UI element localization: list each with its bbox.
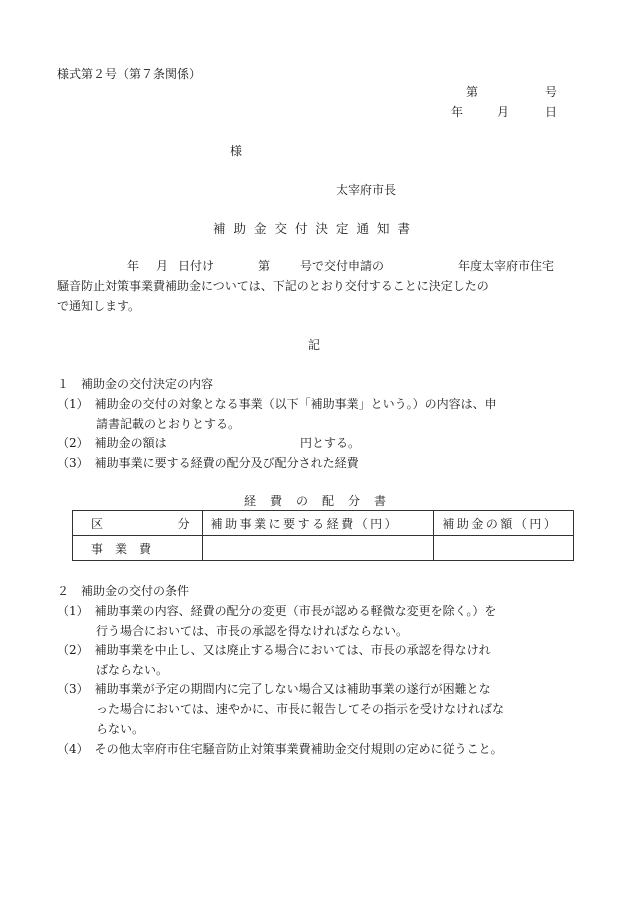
section1-item3: （3） 補助事業に要する経費の配分及び配分された経費 [57, 456, 359, 470]
header-category [73, 511, 203, 536]
intro-go-applied: 号で交付申請の [300, 259, 385, 273]
condition2-line2: ばならない。 [96, 663, 169, 677]
header-subsidy-amount: 補助金の額（円） [434, 511, 574, 536]
document-title: 補助金交付決定通知書 [213, 221, 419, 236]
condition4-line1: （4） その他太宰府市住宅騒音防止対策事業費補助金交付規則の定めに従うこと。 [57, 742, 503, 756]
section1-item1-line2: 請書記載のとおりとする。 [96, 417, 241, 431]
section1-heading: １ 補助金の交付決定の内容 [57, 377, 214, 391]
table-row [73, 536, 574, 561]
form-number: 様式第２号（第７条関係） [57, 67, 202, 81]
intro-dai: 第 [258, 259, 271, 273]
condition3-line1: （3） 補助事業が予定の期間内に完了しない場合又は補助事業の遂行が困難とな [57, 682, 491, 696]
expense-allocation-table [72, 510, 574, 561]
ki-marker: 記 [308, 338, 321, 352]
condition1-line2: 行う場合においては、市長の承認を得なければならない。 [96, 624, 409, 638]
table-caption: 経費の配分書 [244, 494, 401, 508]
row-amount-value [434, 536, 574, 561]
intro-year: 年 [127, 259, 140, 273]
section1-item2-label: （2） 補助金の額は [57, 436, 167, 450]
row-label-project-cost: 事 業 費 [73, 536, 203, 561]
condition3-line3: らない。 [96, 722, 145, 736]
condition3-line2: った場合においては、速やかに、市長に報告してその指示を受けなければな [96, 702, 505, 716]
table-header-row [73, 511, 574, 536]
condition2-line1: （2） 補助事業を中止し、又は廃止する場合においては、市長の承認を得なけれ [57, 643, 491, 657]
doc-number-suffix: 号 [545, 85, 558, 99]
intro-dated: 日付け [178, 259, 215, 273]
header-category-a: 区 [91, 516, 104, 531]
row-cost-value [202, 536, 434, 561]
section1-item2-suffix: 円とする。 [300, 436, 361, 450]
intro-fiscal: 年度太宰府市住宅 [458, 259, 555, 273]
intro-month: 月 [156, 259, 169, 273]
addressee-suffix: 様 [230, 144, 243, 158]
doc-number-prefix: 第 [466, 85, 479, 99]
issuer-name: 太宰府市長 [336, 183, 397, 197]
section1-item1-line1: （1） 補助金の交付の対象となる事業（以下「補助事業」という。）の内容は、申 [57, 397, 497, 411]
date-day-label: 日 [545, 105, 558, 119]
date-month-label: 月 [497, 105, 510, 119]
header-project-cost: 補助事業に要する経費（円） [202, 511, 434, 536]
date-year-label: 年 [451, 105, 464, 119]
condition1-line1: （1） 補助事業の内容、経費の配分の変更（市長が認める軽微な変更を除く。）を [57, 604, 497, 618]
intro-line-3: で通知します。 [57, 299, 141, 313]
section2-heading: ２ 補助金の交付の条件 [57, 584, 190, 598]
intro-line-2: 騒音防止対策事業費補助金については、下記のとおり交付することに決定したの [57, 279, 489, 293]
header-category-b: 分 [177, 516, 190, 531]
